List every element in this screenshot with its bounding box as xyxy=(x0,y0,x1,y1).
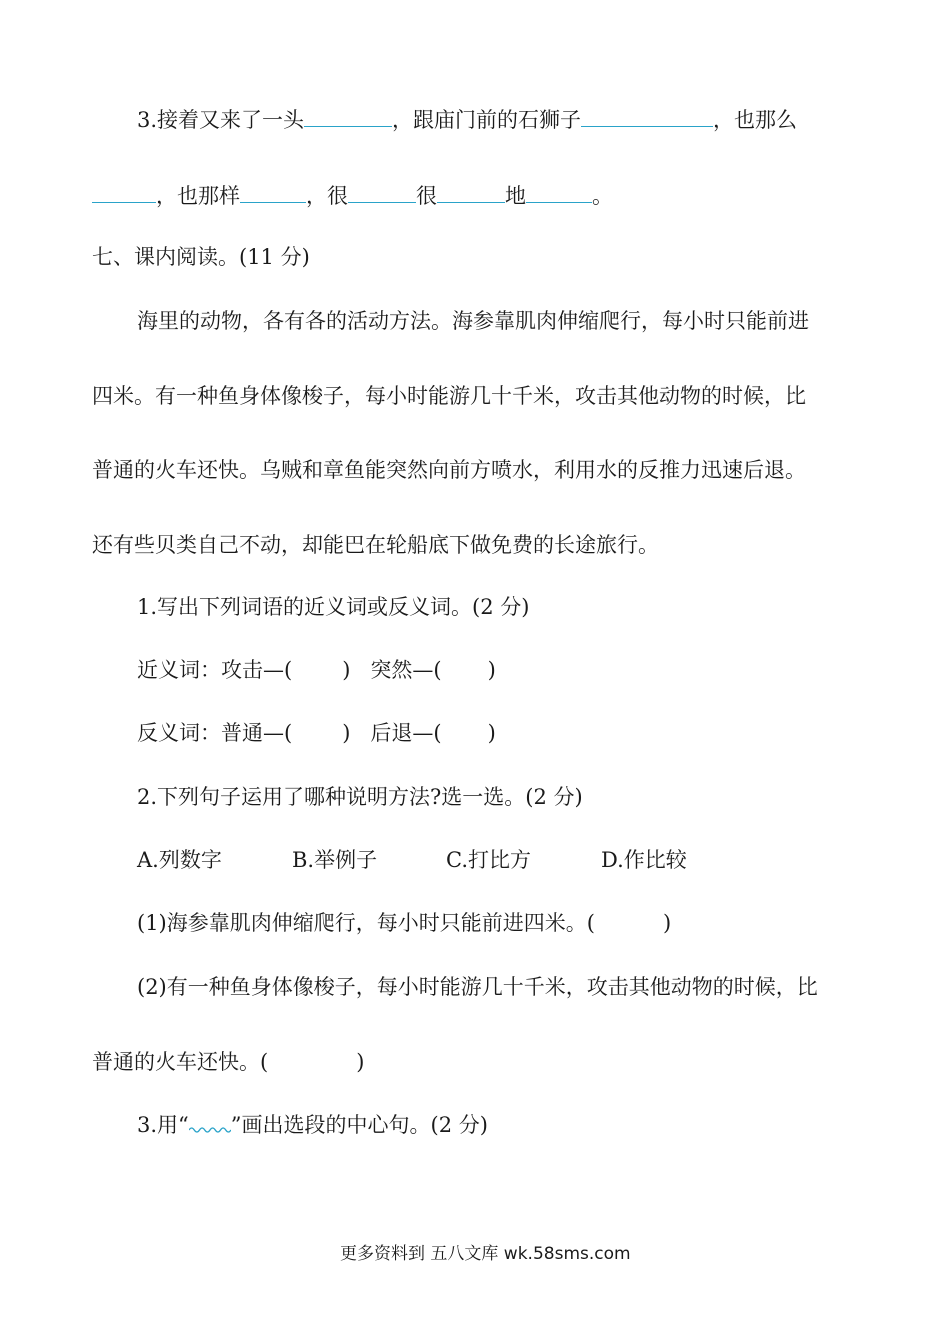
option-c: C.打比方 xyxy=(446,848,531,872)
question-2-item-2: (2)有一种鱼身体像梭子，每小时能游几十千米，攻击其他动物的时候，比 xyxy=(137,975,818,999)
question-3-text-b: ”画出选段的中心句。(2 分) xyxy=(230,1113,488,1137)
wavy-underline-icon xyxy=(189,1120,231,1134)
close-paren: ) xyxy=(487,721,496,745)
q6-3-text-c: ，也那么 xyxy=(713,108,798,132)
passage-line: 普通的火车还快。乌贼和章鱼能突然向前方喷水，利用水的反推力迅速后退。 xyxy=(92,458,806,482)
footer-text: 更多资料到 五八文库 wk.58sms.com xyxy=(340,1244,631,1264)
antonym-label: 反义词： xyxy=(137,721,221,745)
antonym-row xyxy=(137,718,496,748)
synonym-row xyxy=(137,655,496,685)
close-paren: ) xyxy=(342,658,351,682)
q6-3-line2 xyxy=(92,180,613,211)
q6-3-text-a: 3.接着又来了一头 xyxy=(137,108,305,132)
fill-blank[interactable] xyxy=(240,180,306,203)
passage-line: 还有些贝类自己不动，却能巴在轮船底下做免费的长途旅行。 xyxy=(92,533,659,557)
fill-blank[interactable] xyxy=(92,180,156,203)
question-1-title: 1.写出下列词语的近义词或反义词。(2 分) xyxy=(137,595,530,619)
passage-line: 海里的动物，各有各的活动方法。海参靠肌肉伸缩爬行，每小时只能前进 xyxy=(137,309,809,333)
q6-3-text-g: 地 xyxy=(505,184,526,208)
question-2-title: 2.下列句子运用了哪种说明方法?选一选。(2 分) xyxy=(137,785,583,809)
q6-3-text-d: ，也那样 xyxy=(156,184,240,208)
passage-line: 四米。有一种鱼身体像梭子，每小时能游几十千米，攻击其他动物的时候，比 xyxy=(92,384,806,408)
synonym-label: 近义词： xyxy=(137,658,221,682)
question-2-item-2-cont xyxy=(92,1047,364,1077)
question-3 xyxy=(137,1110,488,1140)
fill-blank[interactable] xyxy=(304,104,392,127)
q6-3-text-f: 很 xyxy=(416,184,437,208)
antonym-word-1: 普通—( xyxy=(221,721,293,745)
section-heading: 七、课内阅读。(11 分) xyxy=(92,245,310,269)
fill-blank[interactable] xyxy=(526,180,592,203)
antonym-word-2: 后退—( xyxy=(370,721,442,745)
q6-3-text-e: ，很 xyxy=(306,184,348,208)
synonym-word-1: 攻击—( xyxy=(221,658,293,682)
q6-3-text-b: ，跟庙门前的石狮子 xyxy=(392,108,582,132)
close-paren: ) xyxy=(356,1050,365,1074)
question-2-item-1 xyxy=(137,908,671,938)
q6-3-line1 xyxy=(137,104,797,135)
close-paren: ) xyxy=(342,721,351,745)
option-a: A.列数字 xyxy=(137,848,222,872)
fill-blank[interactable] xyxy=(348,180,416,203)
fill-blank[interactable] xyxy=(581,104,713,127)
option-b: B.举例子 xyxy=(292,848,378,872)
close-paren: ) xyxy=(662,911,672,935)
question-3-text-a: 3.用“ xyxy=(137,1113,189,1137)
close-paren: ) xyxy=(487,658,496,682)
synonym-word-2: 突然—( xyxy=(370,658,442,682)
item-2-text: 普通的火车还快。( xyxy=(92,1050,269,1074)
fill-blank[interactable] xyxy=(437,180,505,203)
option-d: D.作比较 xyxy=(601,848,687,872)
item-1-text: (1)海参靠肌肉伸缩爬行，每小时只能前进四米。( xyxy=(137,911,595,935)
q6-3-text-h: 。 xyxy=(592,184,613,208)
